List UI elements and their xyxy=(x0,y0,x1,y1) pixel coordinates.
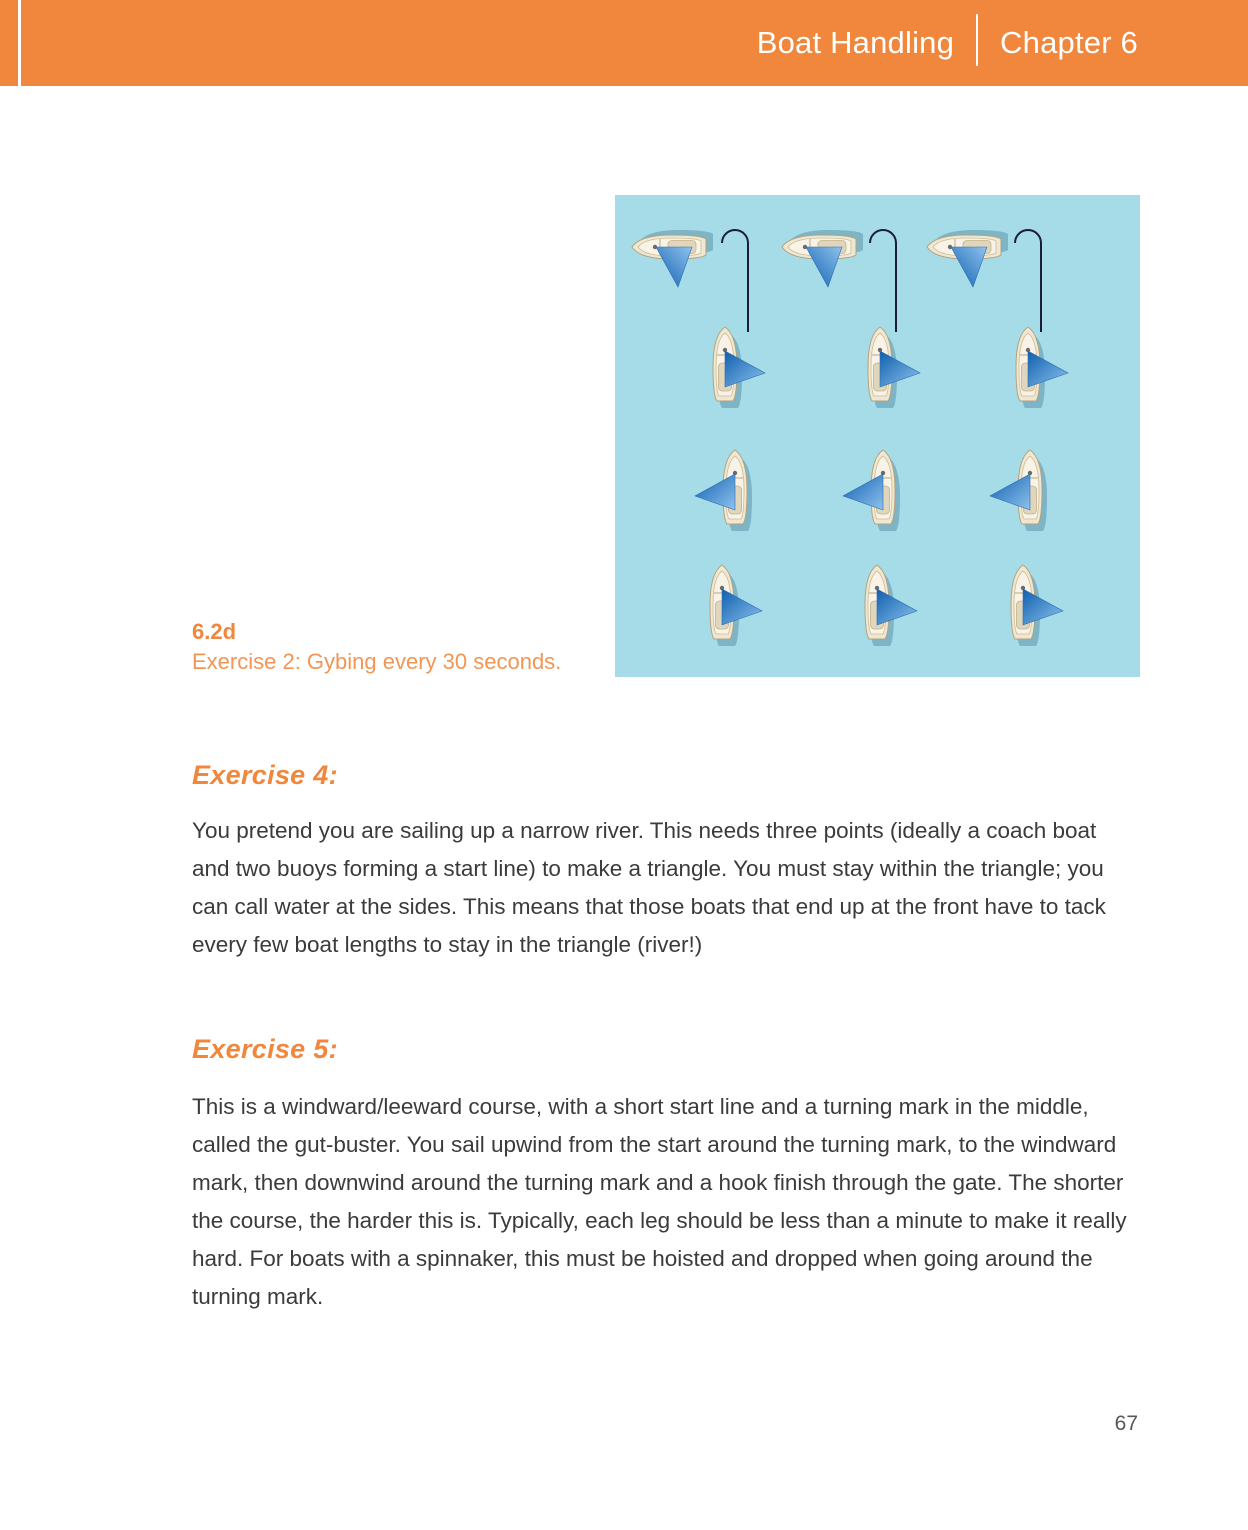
gybe-track-line xyxy=(1015,230,1041,332)
figure-caption-text: Exercise 2: Gybing every 30 seconds. xyxy=(192,649,562,674)
sailboat-icon xyxy=(713,327,765,408)
sailboat-icon xyxy=(1011,565,1063,646)
sailboat-icon xyxy=(632,230,713,287)
sailboat-icon xyxy=(865,565,917,646)
gybe-track-line xyxy=(870,230,896,332)
sailboat-icon xyxy=(868,327,920,408)
exercise-5-heading: Exercise 5: xyxy=(192,1034,338,1064)
sailboat-icon xyxy=(1016,327,1068,408)
sailboat-icon xyxy=(843,450,900,531)
section-title: Boat Handling xyxy=(756,25,955,60)
exercise-4-heading: Exercise 4: xyxy=(192,760,338,790)
chapter-header-band xyxy=(0,0,1248,86)
figure-6-2d-illustration xyxy=(615,195,1140,677)
sailboat-diagram xyxy=(615,195,1140,677)
header-divider xyxy=(976,14,978,66)
figure-id-label: 6.2d xyxy=(192,619,237,644)
sailboat-icon xyxy=(695,450,752,531)
sailboat-icon xyxy=(710,565,762,646)
sailboat-icon xyxy=(990,450,1047,531)
page-number: 67 xyxy=(1114,1412,1138,1435)
figure-caption xyxy=(192,617,592,677)
sailboat-icon xyxy=(927,230,1008,287)
exercise-4-body: You pretend you are sailing up a narrow river. This needs three points (ideally a coach boat and two buoys forming a start line) to make a triangle. You must stay within the triangle; you can call water at the sides. This means that those boats that end up at the front have to tack every few boat lengths to stay in the triangle (river!) xyxy=(192,818,1106,957)
header-titles xyxy=(757,0,1138,86)
gybe-track-line xyxy=(722,230,748,332)
exercise-5-body: This is a windward/leeward course, with a short start line and a turning mark in the middle, called the gut-buster. You sail upwind from the start around the turning mark, to the windward mark, then downwind around the turning mark and a hook finish through the gate. The shorter the course, the harder this is. Typically, each leg should be less than a minute to make it really hard. For boats with a spinnaker, this must be hoisted and dropped when going around the turning mark. xyxy=(192,1094,1127,1309)
chapter-label: Chapter 6 xyxy=(1000,25,1138,60)
sailboat-icon xyxy=(782,230,863,287)
